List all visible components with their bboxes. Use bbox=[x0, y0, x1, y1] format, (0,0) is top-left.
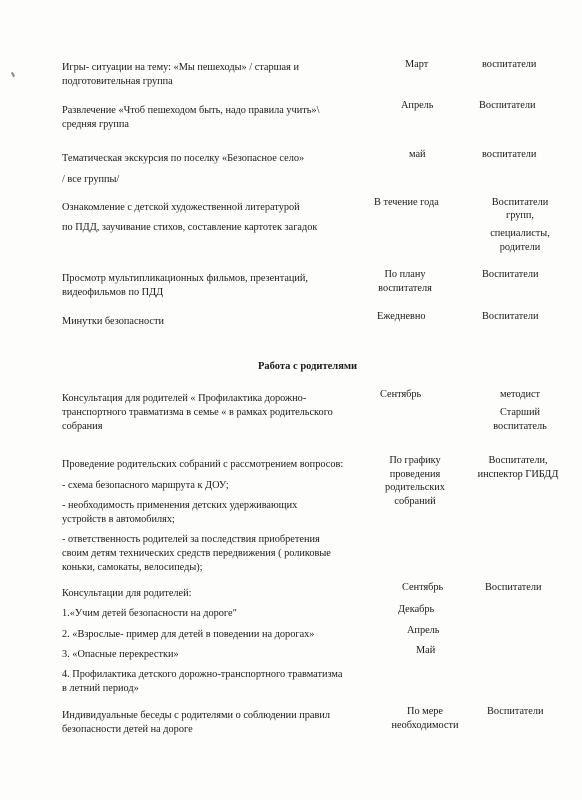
responsible-text: воспитатель bbox=[493, 421, 547, 432]
date-text: По плану bbox=[384, 269, 426, 280]
activity-text: транспортного травматизма в семье « в рамках родительского bbox=[62, 407, 333, 418]
activity-text: подготовительная группа bbox=[62, 76, 173, 87]
date-text: Апрель bbox=[401, 100, 434, 111]
activity-text: Консультации для родителей: bbox=[62, 588, 192, 599]
date-text: В течение года bbox=[374, 197, 439, 208]
activity-text: Индивидуальные беседы с родителями о соблюдении правил bbox=[62, 710, 331, 721]
date-text: май bbox=[409, 149, 426, 160]
activity-text: безопасности детей на дороге bbox=[62, 724, 193, 735]
date-text: Сентябрь bbox=[380, 389, 422, 400]
responsible-text: специалисты, bbox=[490, 228, 550, 239]
date-text: родительских bbox=[385, 482, 445, 493]
date-text: Март bbox=[405, 59, 429, 70]
activity-text: - ответственность родителей за последствия приобретения bbox=[62, 534, 320, 545]
activity-text: 2. «Взрослые- пример для детей в поведении на дорогах» bbox=[62, 629, 315, 640]
section-heading: Работа с родителями bbox=[258, 361, 358, 372]
date-text: Ежедневно bbox=[377, 311, 426, 322]
activity-text: - схема безопасного маршрута к ДОУ; bbox=[62, 480, 229, 491]
activity-text: устройств в автомобилях; bbox=[62, 514, 175, 525]
date-text: необходимости bbox=[391, 720, 459, 731]
activity-text: Консультация для родителей « Профилактика дорожно- bbox=[62, 393, 307, 404]
date-text: Апрель bbox=[407, 625, 440, 636]
responsible-text: Воспитатели bbox=[485, 582, 542, 593]
activity-text: Ознакомление с детской художественной литературой bbox=[62, 202, 300, 213]
activity-text: в летний период» bbox=[62, 683, 139, 694]
responsible-text: Воспитатели bbox=[482, 269, 539, 280]
responsible-text: групп, bbox=[506, 210, 534, 221]
activity-text: Тематическая экскурсия по поселку «Безопасное село» bbox=[62, 153, 305, 164]
activity-text: 1.«Учим детей безопасности на дороге" bbox=[62, 608, 237, 619]
activity-text: своим детям технических средств передвижения ( роликовые bbox=[62, 548, 331, 559]
activity-text: Развлечение «Чтоб пешеходом быть, надо правила учить»\ bbox=[62, 105, 320, 116]
activity-text: 3. «Опасные перекрестки» bbox=[62, 649, 179, 660]
responsible-text: Воспитатели bbox=[482, 311, 539, 322]
responsible-text: родители bbox=[499, 242, 541, 253]
activity-text: средняя группа bbox=[62, 119, 129, 130]
responsible-text: Воспитатели, bbox=[488, 455, 548, 466]
responsible-text: воспитатели bbox=[482, 149, 537, 160]
date-text: По графику bbox=[389, 455, 441, 466]
activity-text: Минутки безопасности bbox=[62, 316, 165, 327]
activity-text: коньки, самокаты, велосипеды); bbox=[62, 562, 203, 573]
activity-text: собрания bbox=[62, 421, 103, 432]
date-text: собраний bbox=[394, 496, 436, 507]
date-text: Май bbox=[416, 645, 436, 656]
responsible-text: методист bbox=[499, 389, 541, 400]
activity-text: Просмотр мультипликационных фильмов, презентаций, bbox=[62, 273, 309, 284]
activity-text: / все группы/ bbox=[62, 174, 120, 185]
activity-text: видеофильмов по ПДД bbox=[62, 287, 164, 298]
date-text: По мере bbox=[407, 706, 443, 717]
date-text: Сентябрь bbox=[402, 582, 444, 593]
scan-speck bbox=[11, 72, 15, 77]
responsible-text: воспитатели bbox=[482, 59, 537, 70]
activity-text: по ПДД, заучивание стихов, составление картотек загадок bbox=[62, 222, 318, 233]
date-text: проведения bbox=[389, 469, 441, 480]
activity-text: - необходимость применения детских удерживающих bbox=[62, 500, 298, 511]
responsible-text: Воспитатели bbox=[491, 197, 549, 208]
activity-text: Игры- ситуации на тему: «Мы пешеходы» / старшая и bbox=[62, 62, 299, 73]
activity-text: Проведение родительских собраний с рассмотрением вопросов: bbox=[62, 459, 344, 470]
responsible-text: Воспитатели bbox=[487, 706, 544, 717]
responsible-text: Старший bbox=[499, 407, 541, 418]
responsible-text: инспектор ГИБДД bbox=[477, 469, 559, 480]
responsible-text: Воспитатели bbox=[479, 100, 536, 111]
date-text: воспитателя bbox=[378, 283, 432, 294]
activity-text: 4. Профилактика детского дорожно-транспортного травматизма bbox=[62, 669, 343, 680]
date-text: Декабрь bbox=[398, 604, 435, 615]
